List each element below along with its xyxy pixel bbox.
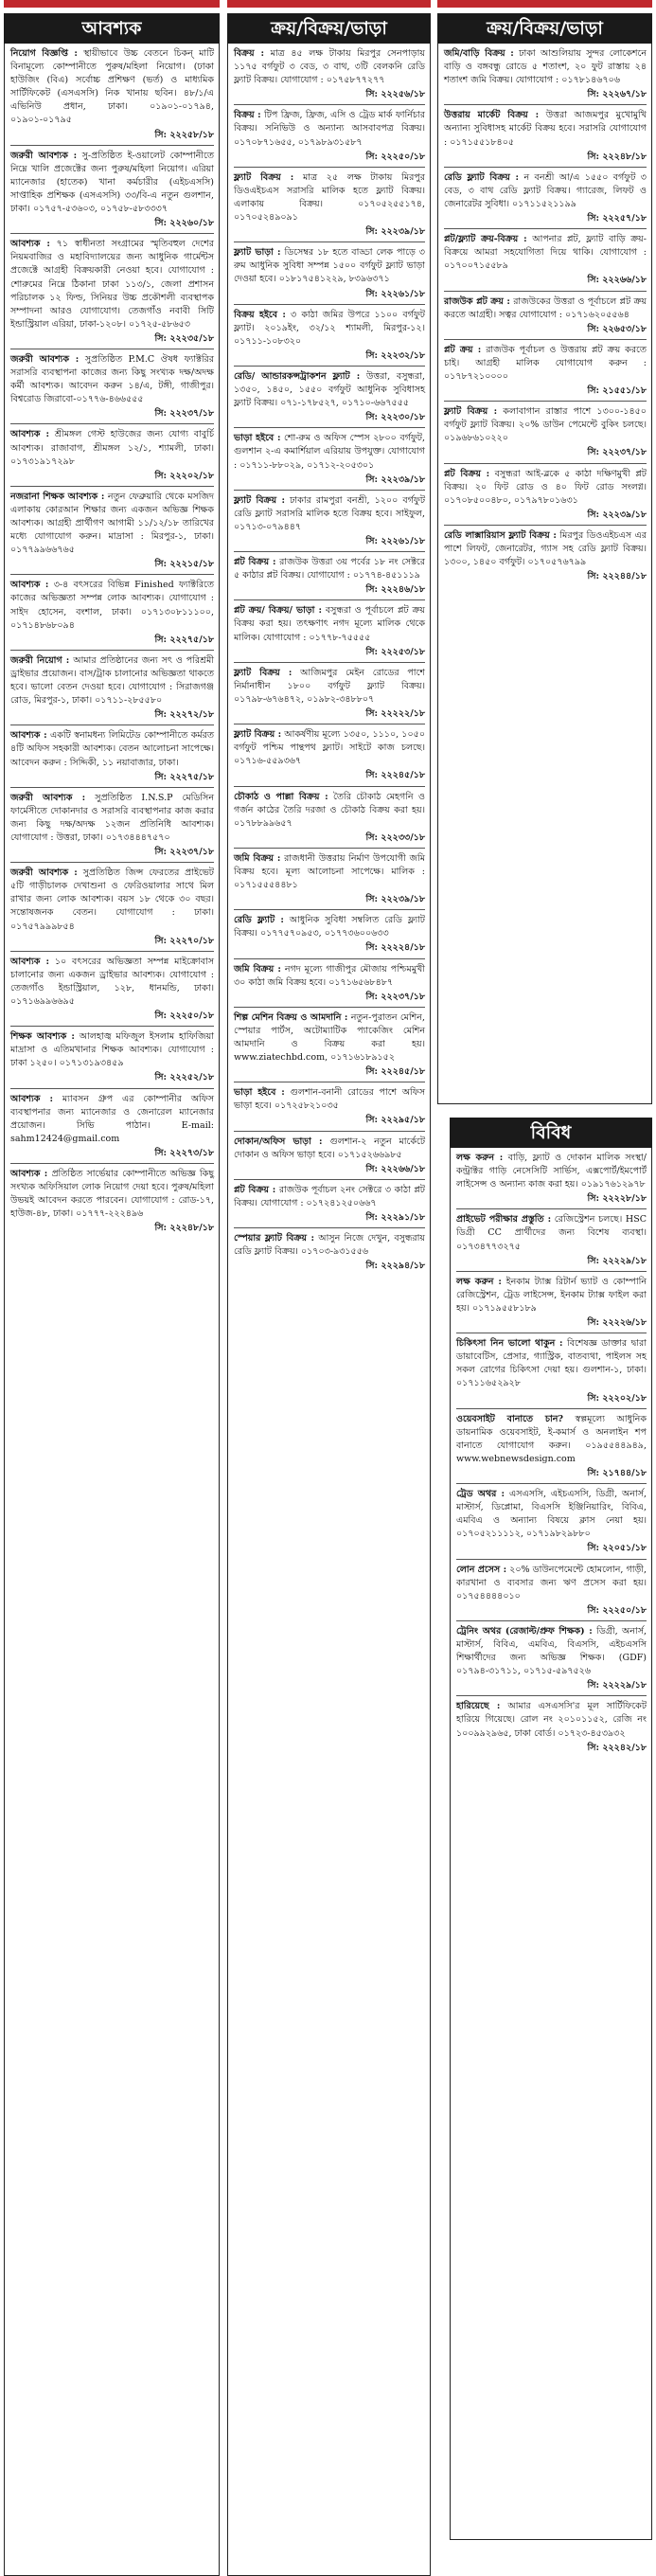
section-header: ক্রয়/বিক্রয়/ভাড়া [227, 13, 431, 44]
classified-ad [234, 47, 425, 101]
ad-body: প্রতিষ্ঠিত সার্ভেয়ার কোম্পানীতে অভিজ্ঞ কিছু সংখ্যক অফিসিয়াল লোক নিয়োগ দেয়া হবে। পুরুষ/মহিলা উভয়ই আবেদন করতে পারবেন। যোগাযোগ : রোড-১৭, হাউজ-৪৮, ঢাকা। ০১৭৭৭-২২২৪৯৬ [10, 1169, 214, 1220]
ad-reference-code: সি: ২২২৬১/১৮ [365, 288, 425, 299]
ad-body: স্থায়ীভাবে উচ্চ বেতনে চিকন্‌ মাটি বিনামূল্যে কোম্পানীতে পুরুষ/মহিলা নিয়োগ। (ঢাকা হাউজিং (বিএ) সর্বোচ্চ প্রশিক্ষণ (ভর্ত) ও মাধ্যমিক সার্টিফিকেট (এসএসসি) নিক খানায় ছবিন। ৪৮/১/এ এভিনিউ প্রধান, ঢাকা। ০১৯০১-০১৭৯৪, ০১৯০১-০১৭৯৫ [10, 48, 214, 126]
ad-reference-code: সি: ২২২২৯/১৮ [587, 1680, 647, 1691]
ad-divider [10, 724, 214, 725]
classified-ad [456, 1152, 647, 1206]
ad-body: আমার এসএসসি'র মূল সার্টিফিকেট হারিয়ে গিয়েছে। রোল নং ২০১০১১৫২, রেজি নং ১০০৯৯২৯৬৫, ঢাকা বোর্ড। ০১৭২৩-৪৫৩৯৩২ [456, 1701, 647, 1739]
ad-heading: জমি বিক্রয় : [234, 963, 281, 975]
ad-reference-code: সি: ২২২২৯/১৮ [587, 1255, 647, 1266]
ad-heading: চিকিৎসা নিন ভালো থাকুন : [456, 1338, 563, 1350]
ad-body: স্বল্পমূল্যে আধুনিক ডায়নামিক ওয়েবসাইট, ই-কমার্স ও অনলাইন শপ বানাতে যোগাযোগ করুন। ০১৯৫৫৪৪৯৪৯, www.webnewsdesign.com [456, 1413, 647, 1464]
ad-heading: আবশ্যক : [10, 580, 49, 591]
classified-ad [234, 728, 425, 782]
classified-ad [10, 353, 214, 420]
ad-reference-code: সি: ২২২৫২/১৮ [154, 1072, 214, 1083]
ad-heading: ফ্ল্যাট বিক্রয় : [234, 171, 294, 183]
ad-heading: ভাড়া হইবে : [234, 1087, 285, 1099]
ad-heading: প্লট/ফ্ল্যাট ক্রয়-বিক্রয় : [444, 234, 527, 245]
ad-heading: আবশ্যক : [10, 730, 47, 742]
ad-heading: রেডি লাক্সারিয়াস ফ্ল্যাট বিক্রয় : [444, 529, 557, 541]
ad-heading: আবশ্যক : [10, 956, 50, 967]
ad-divider [10, 951, 214, 952]
classified-ad [456, 1337, 647, 1404]
ad-reference-code: সি: ২২২৫০/১৮ [154, 1011, 214, 1022]
ad-heading: ভাড়া হইবে : [234, 433, 281, 444]
ad-body: রাজউক পূর্বাচল ও উত্তরায় প্লট ক্রয় করতে চাই। আগ্রহী মালিক যোগাযোগ করুন : ০১৭৮৭২১০০০০ [444, 344, 647, 382]
ad-body: টিপ ফ্রিজ, ফ্রিজ, এসি ও ট্রেড মার্ক ফার্নিচার বিক্রয়। সনিভিউ ও অন্যান্য আসবাবপত্র বিক্রয়। ০১৭০৮৭১৬৫৫, ০১৭৯৮৯৩১৫৮৭ [234, 110, 426, 148]
ad-reference-code: সি: ২২২৩৭/১৮ [587, 447, 647, 458]
ad-divider [444, 291, 647, 292]
ad-reference-code: সি: ২২২৬৬/১৮ [365, 1163, 425, 1174]
ad-body: ঢাকা আশুলিয়ায় সুন্দর লোকেশনে বাড়ি ও বঙ্গবন্ধু রোডে ৫ শতাংশ, ২০ ফুট রাস্তায় ২৪ শতাংশ জমি বিক্রয়। যোগাযোগ : ০১৭৮১৪৬৭০৬ [444, 48, 647, 86]
classified-ad [444, 405, 647, 459]
ad-body: ৩ কাঠা জমির উপরে ১১০০ বর্গফুট ফ্ল্যাট। ২০১৯ইং, ৩২/১২ শ্যামলী, মিরপুর-১২। ০১৭১১-১০৮৩২০ [234, 309, 425, 347]
ad-body: বিশেষজ্ঞ ডাক্তার দ্বারা ডায়াবেটিস, প্রেসার, গ্যাস্ট্রিক, বাতব্যথা, পাইলস সহ সকল রোগের চিকিৎসা দেয়া হয়। গুলশান-১, ঢাকা। ০১৭১১৬৫২৯২৮ [456, 1338, 647, 1389]
ad-body: মিরপুর ডিওএইচএস এর পাশে লিফট, জেনারেটর, গ্যাস সহ রেডি ফ্ল্যাট বিক্রয়। ১৩০০, ১৪৫০ বর্গফুট। ০১৭০৫৭৬৭৯৯ [444, 529, 647, 568]
ad-reference-code: সি: ২২২৫৬/১৮ [365, 89, 425, 100]
ad-heading: বিক্রয় হইবে : [234, 309, 286, 320]
classified-ad [10, 491, 214, 572]
ad-divider [234, 1007, 425, 1008]
ad-body: রাজউক উত্তরা ৩য় পর্বের ১৮ নং সেক্টরে ৫ কাঠার প্লট বিক্রয়। যোগাযোগ : ০১৭৭৪-৪৫১১১৯ [234, 557, 425, 581]
ad-heading: জরুরী আবশ্যক : [10, 792, 86, 803]
column-buy-sell-rent [227, 13, 431, 2576]
ad-body: নগদ মূল্যে গাজীপুর মৌজায় পশ্চিমমুখী ৩০ কাঠা জমি বিক্রয় হবে। ০১৭১৬৫৬৮৪৮৭ [234, 963, 425, 988]
ad-body: শ্রীমঙ্গল গেস্ট হাউজের জন্য যোগ্য বাবুর্চি আবশ্যক। রাজাবাগ, শ্রীমঙ্গল ১২/১, শ্যামলী, ঢাকা। ০১৭৩১৯১৭২৯৮ [10, 429, 214, 467]
ad-heading: হারিয়েছে : [456, 1701, 501, 1712]
ad-heading: প্রাইভেট পরীক্ষার প্রস্তুতি : [456, 1214, 552, 1225]
ads-list [437, 44, 652, 1104]
classified-ad [234, 791, 425, 845]
ad-body: ম্যাবসন গ্রুপ এর কোম্পানীর অফিস ব্যবস্থাপনার জন্য ম্যানেজার ও জেনারেল ম্যানেজার প্রয়োজন। সিভি পাঠান। E-mail: sahm12424@gmail.com [10, 1093, 214, 1144]
ad-body: সুপ্রতিষ্ঠিত P.M.C ঔষধ ফ্যাক্টরির সরাসরি ব্যবস্থাপনা কাজের জন্য কিছু সংখ্যক দক্ষ/অদক্ষ কর্মী আবশ্যক। আবেদন করুন ১৪/এ, টঙ্গী, গাজীপুর। বিশ্বরোড জিরাবো-০১৭৭৬-৪৬৬৫৫৫ [10, 353, 214, 405]
ad-divider [444, 339, 647, 340]
ad-divider [444, 525, 647, 526]
ad-reference-code: সি: ২২২৪৫/১৮ [365, 770, 425, 781]
ad-reference-code: সি: ২২২৪৮/১৮ [154, 1223, 214, 1234]
ad-heading: স্পেয়ার ফ্ল্যাট বিক্রয় : [234, 1233, 315, 1244]
ad-heading: ট্রেড অথর : [456, 1489, 505, 1500]
ad-divider [456, 1695, 647, 1696]
ad-heading: দোকান/অফিস ভাড়া : [234, 1136, 323, 1147]
ad-reference-code: সি: ২২২২৮/১৮ [587, 1193, 647, 1205]
ad-divider [10, 145, 214, 146]
ad-reference-code: সি: ২২২৭০/১৮ [154, 935, 214, 946]
classified-ad [444, 171, 647, 225]
classified-ad [10, 47, 214, 142]
ad-reference-code: সি: ২১৭৪৪/১৮ [587, 1467, 647, 1478]
classified-ad [444, 295, 647, 336]
ad-reference-code: সি: ২২২২২/১৮ [365, 708, 425, 720]
ad-body: সুপ্রতিষ্ঠিত I.N.S.P মেডিসিন ফার্মেসীতে দোকানদার ও সরাসরি ব্যবস্থাপনার কাজ করার জন্য কিছু দক্ষ/অদক্ষ ১২জন প্রতিনিধি আবশ্যক। যোগাযোগ : উত্তরা, ঢাকা। ০১৭৩৪৪৪৭৫৭০ [10, 792, 214, 843]
ad-divider [10, 233, 214, 234]
ad-divider [234, 304, 425, 305]
ad-heading: জমি/বাড়ি বিক্রয় : [444, 48, 514, 59]
ad-reference-code: সি: ২২২৪৬/১৮ [365, 584, 425, 596]
ad-divider [10, 1088, 214, 1089]
classified-ad [234, 852, 425, 906]
classified-ad [444, 344, 647, 398]
ad-heading: প্লট ক্রয়/ বিক্রয়/ ভাড়া : [234, 605, 323, 617]
ad-divider [234, 786, 425, 787]
ad-heading: শিক্ষক আবশ্যক : [10, 1031, 75, 1043]
ad-divider [456, 1208, 647, 1209]
classified-ad [10, 867, 214, 948]
ad-heading: বিক্রয় : [234, 48, 264, 59]
top-accent-bar [227, 0, 431, 8]
ad-body: ৩-৪ বৎসরের বিভিন্ন Finished ফ্যাক্টরিতে কাজের অভিজ্ঞতা সম্পন্ন লোক আবশ্যক। যোগাযোগ : সাইদ হোসেন, বংশাল, ঢাকা। ০১৭১৩০৮১১১০০, ০১৭১৪৮৬৮০৯৪ [10, 580, 214, 631]
ad-heading: প্লট বিক্রয় : [234, 1184, 276, 1195]
classified-ad [234, 309, 425, 363]
ad-reference-code: সি: ২২২৩৯/১৮ [365, 474, 425, 485]
ad-heading: আবশ্যক : [10, 239, 50, 250]
ad-heading: চৌকাঠ ও পাল্লা বিক্রয় : [234, 791, 328, 802]
ad-divider [234, 551, 425, 552]
classified-ad [10, 729, 214, 783]
ad-body: উত্তরা আজমপুর মুখোমুখি অন্যান্য সুবিধাসহ মার্কেট বিক্রয় হবে। সরাসরি যোগাযোগ : ০১৭১৫৫১৮৪০৫ [444, 110, 647, 148]
ad-reference-code: সি: ২২২৪৮/১৮ [587, 151, 647, 162]
classified-ad [456, 1564, 647, 1618]
ad-body: আজিমপুর মেইন রোডের পাশে নির্মানাধীন ১৮০০ বর্গফুট ফ্ল্যাট বিক্রয়। ০১৭৯৮-৬৭৬৪৭২, ০১৯৮২-৩৪৮৮০৭ [234, 667, 426, 705]
ad-divider [444, 228, 647, 229]
ad-heading: শিল্প মেশিন বিক্রয় ও আমদানি : [234, 1011, 348, 1023]
ad-heading: উত্তরায় মার্কেট বিক্রয় : [444, 110, 540, 121]
ad-divider [234, 1179, 425, 1180]
ad-divider [10, 423, 214, 424]
ad-reference-code: সি: ২২২০২/১৮ [587, 1392, 647, 1404]
ad-heading: লক্ষ করুন : [456, 1276, 502, 1287]
ad-reference-code: সি: ২২২৬৭/১৮ [587, 89, 647, 100]
ad-divider [10, 862, 214, 863]
ad-reference-code: সি: ২২২৬০/১৮ [154, 218, 214, 229]
classified-ad [456, 1700, 647, 1754]
ad-divider [456, 1408, 647, 1409]
ad-reference-code: সি: ২২২৩০/১৮ [365, 412, 425, 423]
ad-divider [234, 167, 425, 168]
ad-body: ডিসেম্বর ১৮ হতে বাড্ডা লেক পাড়ে ৩ রুম আধুনিক সুবিধা সম্পন্ন ১৫০০ বর্গফুট ফ্ল্যাট ভাড়া দেওয়া হবে। ০১৮১৭৫৪১২২৯, ৮৩৯৬৩৭১ [234, 247, 425, 285]
ad-heading: নজরানা শিক্ষক আবশ্যক : [10, 491, 105, 502]
classified-ad [456, 1276, 647, 1330]
ad-body: ন বনশ্রী আ/এ ১৫৫০ বর্গফুট ৩ বেড, ৩ বাথ রেডি ফ্ল্যাট বিক্রয়। গ্যারেজ, লিফট ও জেনারেটর সুবিধা। ০১৭১১৫২১১৯৯ [444, 171, 647, 209]
ad-divider [10, 787, 214, 788]
classified-ad [456, 1413, 647, 1480]
ad-divider [10, 650, 214, 651]
ad-body: ৭১ স্বাধীনতা সংগ্রামের স্মৃতিবহুল দেশের নিয়মবাজির ও মহাবিদ্যালয়ের জন্য আধুনিক গার্মেন্টস প্রজেক্টে আগ্রহী বিক্রয়কারী নেওয়া হবে। যোগাযোগ : শোরুমের নিম্নে ঠিকানা ঢাকা ১১৩/১, জেলা প্রশাসন পরিচালক ১২ ফিল্ড, সিনিয়র উচ্চ প্রকৌশলী ব্যবস্থাপক সম্পাদনা আরও যোগাযোগ। তেজগাঁও নবাবী সিটি ইন্ডাস্ট্রিয়াল এরিয়া, ঢাকা-১২০৮। ০১৭২৫-৫৮৬৫৩ [10, 239, 214, 330]
ad-divider [456, 1559, 647, 1560]
ad-body: রাজউক পূর্বাচল ২নং সেক্টরে ৩ কাঠা প্লট বিক্রয়। যোগাযোগ : ০১৭২৪১২৫০৬৬৭ [234, 1184, 425, 1208]
ad-body: শো-রুম ও অফিস স্পেস ২৮০০ বর্গফুট, গুলশান ২-এ কমার্শিয়াল এরিয়ায় উপযুক্ত। যোগাযোগ : ০১৭১১-৮৮০২৯, ০১৭১২-২০৫৩০১ [234, 433, 425, 471]
ad-heading: জরুরী আবশ্যক : [10, 150, 78, 161]
classified-ad [444, 233, 647, 287]
ad-divider [444, 463, 647, 464]
ad-reference-code: সি: ২২২৫৮/১৮ [154, 129, 214, 140]
classified-ad [234, 432, 425, 486]
ad-divider [234, 104, 425, 105]
ad-reference-code: সি: ২২০৫১/১৮ [587, 1543, 647, 1554]
classified-ad [234, 109, 425, 163]
classified-ad [234, 1011, 425, 1079]
classified-ad [234, 604, 425, 658]
ad-body: আলহাজ্ব মফিজুল ইসলাম হাফিজিয়া মাদ্রাসা ও এতিমখানার শিক্ষক আবশ্যক। যোগাযোগ : ঢাকা ১২৫০। ০১৭১৩১৯৩৪৫৯ [10, 1031, 214, 1069]
ad-body: রেজিস্ট্রেশন চলছে। HSC ডিগ্রী CC প্রার্থীদের জন্য বিশেষ ব্যবস্থা। ০১৭৩৪৭৭৩২৭৫ [456, 1214, 647, 1252]
ad-reference-code: সি: ২২২৫৩/১৮ [365, 646, 425, 657]
ad-body: ১০ বৎসরের অভিজ্ঞতা সম্পন্ন মাইক্রোবাস চালানোর জন্য একজন ড্রাইভার আবশ্যক। যোগাযোগ : তেজগাঁও ইন্ডাস্ট্রিয়াল, ১২৮, ধানমন্ডি, ঢাকা। ০১৭১৬৯৯৬৬৯৫ [10, 956, 214, 1007]
ad-reference-code: সি: ২২২১৫/১৮ [154, 559, 214, 570]
ads-list [227, 44, 431, 2576]
ad-reference-code: সি: ২২২৩৭/১৮ [154, 408, 214, 420]
ad-body: আপনার প্লট, ফ্ল্যাট বাড়ি ক্রয়-বিক্রয়ে আমরা সহযোগিতা দিয়ে থাকি। যোগাযোগ : ০১৭০০৭১৫৫৮৯ [444, 234, 647, 272]
ad-body: মাত্র ৪৫ লক্ষ টাকায় মিরপুর সেনপাড়ায় ১১৭৫ বর্গফুট ৩ বেড, ৩ বাথ, ৩টি বেলকনি রেডি ফ্ল্যাট বিক্রয়। যোগাযোগ : ০১৭৫৮৭৭২৭৭ [234, 48, 425, 86]
ad-divider [10, 1163, 214, 1164]
top-accent-bar [437, 0, 652, 8]
ad-reference-code: সি: ২২২৫০/১৮ [587, 1604, 647, 1616]
classified-ad [444, 529, 647, 583]
ad-body: নতুন ফেব্রুয়ারি থেকে মসজিদ এলাকায় কোরআন শিক্ষার জন্য একজন অভিজ্ঞ শিক্ষক আবশ্যক। আগ্রহী প্রার্থীগণ আগামী ১১/১২/১৮ তারিখের মধ্যে যোগাযোগ করুন। মাদ্রাসা : মিরপুর-১, ঢাকা। ০১৭৭৯৯৬৬৭৬৫ [10, 491, 214, 556]
ad-divider [10, 1026, 214, 1027]
ad-body: ডিগ্রী, অনার্স, মাস্টার্স, বিবিএ, এমবিএ, বিএসসি, এইচএসসি শিক্ষার্থীদের জন্য অভিজ্ঞ শিক্ষক। (GDF) ০১৭৯৪-৩১৭১১, ০১৭১৫-৫৯৭৫২৬ [456, 1625, 647, 1677]
ad-divider [10, 574, 214, 575]
ad-heading: প্লট ক্রয় : [444, 344, 482, 355]
ad-body: সু-প্রতিষ্ঠিত ই-ওয়ালেট কোম্পানীতে নিম্নে খালি প্রজেক্টের জন্য পুরুষ/মহিলা নিয়োগ। এরিয়া ম্যানেজার (হাতেক) খানা কর্মচারীর (এইচএসসি) সাপ্তাহিক প্রশিক্ষক (এসএসসি) ৩৩/বি-এ নতুন গুলশান, ঢাকা। ০১৭৫৭-৫৩৬০৩, ০১৭৫৮-৫৮৩৩৩৭ [10, 150, 214, 215]
ad-body: এসএসসি, এইচএসসি, ডিগ্রী, অনার্স, মাস্টার্স, ডিপ্লোমা, বিএসসি ইঞ্জিনিয়ারিং, বিবিএ, এমবিএ ও অন্যান্য বিষয়ে ক্লাস নেয়া হয়। ০১৭০৫২১১১১২, ০১৭১৯৮২৯৮৮০ [456, 1489, 647, 1540]
ad-divider [234, 909, 425, 910]
classified-ad [10, 579, 214, 646]
ad-heading: লক্ষ করুন : [456, 1153, 504, 1163]
ad-body: বাড়ি, ফ্ল্যাট ও দোকান মালিক সংস্থা/ কন্ট্রাক্টর গাড়ি নেসেসিটি সার্ভিস, এক্সপোর্ট/ইমপোর্ট লাইসেন্স ও অন্যান্য কাজ করা হয়। ০১৯১৭৬১২৯৭৮ [456, 1153, 647, 1190]
column-miscellaneous [450, 1118, 652, 2540]
ad-reference-code: সি: ২২২৯১/১৮ [365, 1212, 425, 1224]
ad-reference-code: সি: ২২২৫৭/১৮ [587, 213, 647, 224]
ad-reference-code: সি: ২২২০২/১৮ [154, 470, 214, 481]
classified-ad [10, 956, 214, 1023]
ad-reference-code: সি: ২২২৩৭/১৮ [154, 847, 214, 858]
ad-heading: রেডি ফ্ল্যাট বিক্রয় : [444, 171, 520, 183]
ad-reference-code: সি: ২২২৩৩/১৮ [365, 832, 425, 843]
ad-reference-code: সি: ২২২২৪/১৮ [365, 942, 425, 954]
ad-heading: আবশ্যক : [10, 1169, 48, 1180]
ad-divider [444, 401, 647, 402]
ad-heading: জরুরী নিয়োগ : [10, 654, 70, 666]
top-accent-bar [4, 0, 220, 8]
classified-ad [234, 494, 425, 548]
classified-ad [10, 792, 214, 859]
classified-ad [10, 150, 214, 231]
ad-reference-code: সি: ২২২৩৯/১৮ [365, 226, 425, 238]
ads-list [4, 44, 220, 2576]
ad-body: বসুন্ধরা আই-ব্লকে ৫ কাঠা দক্ষিণমুখী প্লট বিক্রয়। ২০ ফিট রোড ও ৪০ ফিট রোড সংলগ্ন। ০১৭০৮৫০০৪৮০, ০১৭৯৭৮০১৬৩১ [444, 468, 647, 506]
classified-ad [456, 1488, 647, 1555]
ad-body: আকর্ষণীয় মূল্যে ১৩৫০, ১১১০, ১০৫০ বর্গফুট পশ্চিম পান্থপথ ফ্ল্যাট। সাইটে কাজ চলছে। ০১৭১৬-৫৫৯৩৬৭ [234, 729, 425, 767]
classified-ad [234, 667, 425, 721]
ad-heading: লোন প্রসেস : [456, 1564, 507, 1575]
ad-divider [234, 662, 425, 663]
classified-ad [234, 1232, 425, 1273]
ad-heading: বিক্রয় : [234, 110, 261, 121]
ad-reference-code: সি: ২২২৩৯/১৮ [365, 894, 425, 905]
classified-ad [10, 1168, 214, 1235]
ad-body: আধুনিক সুবিধা সম্বলিত রেডি ফ্ল্যাট বিক্রয়। ০১৭৭৫৭০৯৫৩, ০১৭৭৩৬০০৬৩৩ [234, 915, 425, 939]
ad-reference-code: সি: ২২২২৬/১৮ [587, 1317, 647, 1329]
ad-divider [234, 848, 425, 849]
ad-reference-code: সি: ২২২৪৫/১৮ [365, 1066, 425, 1078]
ad-heading: ফ্ল্যাট বিক্রয় : [444, 406, 498, 418]
ad-divider [234, 366, 425, 367]
classified-ad [456, 1625, 647, 1692]
ad-divider [234, 599, 425, 600]
ad-heading: নিয়োগ বিজ্ঞপ্তি : [10, 48, 78, 59]
ad-body: উত্তরা, বসুন্ধরা, ১৩৫০, ১৪৫০, ১৫৫০ বর্গফুট আধুনিক সুবিধাসহ ফ্ল্যাট বিক্রয়। ০৭১-১৭৮৫২৭, ০১৭১০-৬৬৭৫৫৫ [234, 370, 425, 409]
classified-ad [10, 238, 214, 346]
ad-body: ২০% ডাউনপেমেন্টে হোমলোন, গাড়ী, কারখানা ও ব্যবসার জন্য ঋণ প্রসেস করা হয়। ০১৭৫৪৪৪৪০১০ [456, 1564, 647, 1601]
ad-heading: ফ্ল্যাট ভাড়া : [234, 247, 281, 259]
ad-body: গুলশান-বনানী রোডের পাশে অফিস ভাড়া হবে। ০১৭২৫৮২১০৩৫ [234, 1087, 425, 1112]
ad-reference-code: সি: ২২২৭৩/১৮ [154, 1147, 214, 1158]
ad-reference-code: সি: ২২২৩৯/১৮ [587, 509, 647, 520]
ad-body: মাত্র ২৫ লক্ষ টাকায় মিরপুর ডিওএইচএস সরাসরি মালিক হতে ফ্ল্যাট বিক্রয়। এলাকায় বিক্রয়। ০১৭০৫২৫৫১৭৪, ০১৭০৫২৪৯০৯১ [234, 171, 425, 224]
ad-heading: রেডি/ আন্ডারকন্সট্রাকশন ফ্ল্যাট : [234, 370, 361, 382]
classified-ad [234, 1136, 425, 1176]
ad-reference-code: সি: ২২২৭৫/১৮ [154, 634, 214, 645]
section-header: বিবিধ [450, 1118, 652, 1148]
classified-ad [444, 468, 647, 522]
ad-body: কলাবাগান রাস্তার পাশে ১৩০০-১৪৫০ বর্গফুট ফ্ল্যাট বিক্রয়। ২০% ডাউন পেমেন্টে বুকিং চলছে। ০১৯৬৮৬১০২২০ [444, 406, 647, 444]
classified-ad [234, 1086, 425, 1127]
classified-ad [234, 171, 425, 239]
ad-reference-code: সি: ২২২৯৪/১৮ [365, 1261, 425, 1272]
classified-ad [444, 47, 647, 101]
ad-body: সুপ্রতিষ্ঠিত জিন্স ফেরতের প্রাইভেট ৫টি গাড়ীচালক দেখাশুনা ও ফেরিওয়ালার সাথে মিল রাখার জন্য লোক আবশ্যক। বয়স ১৮ থেকে ৩০ বছর। সন্তোষজনক বেতন। যোগাযোগ : ঢাকা। ০১৭৫৭৯৯৯৮৫৪ [10, 868, 214, 932]
ad-heading: ওয়েবসাইট বানাতে চান? [456, 1413, 563, 1424]
ad-reference-code: সি: ২২২৫০/১৮ [365, 151, 425, 162]
ad-reference-code: সি: ২২২৬১/১৮ [365, 536, 425, 546]
ad-reference-code: সি: ২২২৪৪/১৮ [587, 571, 647, 582]
ad-reference-code: সি: ২২৬৫৩/১৮ [587, 323, 647, 334]
ad-divider [444, 104, 647, 105]
classified-ad [10, 1093, 214, 1160]
classified-ad [234, 1184, 425, 1225]
classified-ad [10, 1030, 214, 1084]
ad-divider [234, 490, 425, 491]
ad-body: বসুন্ধরা ও পূর্বাচলে প্লট ক্রয় বিক্রয় করা হয়। তৎক্ষণাৎ নগদ মূল্যে মালিক থেকে মালিক। যোগাযোগ : ০১৭৭৮-৭৫৫৫৫ [234, 605, 425, 643]
classified-ad [444, 109, 647, 163]
classified-ad [234, 556, 425, 597]
classified-ad [234, 370, 425, 424]
ad-divider [234, 958, 425, 959]
classified-ad [456, 1213, 647, 1267]
ad-reference-code: সি: ২২২৭২/১৮ [154, 709, 214, 721]
ad-body: ইনকাম ট্যাক্স রিটার্ন ভ্যাট ও কোম্পানি রেজিস্ট্রেশন, ট্রেড লাইসেন্স, ইনকাম ট্যাক্স ফাইল করা হয়। ০১৭১৯৫৫৮১৮৯ [456, 1276, 647, 1314]
ads-list [450, 1148, 652, 2540]
ad-divider [456, 1620, 647, 1621]
ad-divider [456, 1271, 647, 1272]
ad-divider [456, 1483, 647, 1484]
ad-body: তৈরি চৌকাঠ মেহগনি ও গর্জন কাঠের তৈরি দরজা ও চৌকাঠ বিক্রয় করা হয়। ০১৭৮৮৯৯৬৫৭ [234, 791, 425, 829]
ad-body: ঢাকার রামপুরা বনশ্রী, ১২০০ বর্গফুট রেডি ফ্ল্যাট সরাসরি মালিক হতে বিক্রয় হবে। সাইফুল, ০১৭১৩-০৭৯৪৪৭ [234, 494, 425, 532]
ad-heading: রাজউক প্লট ক্রয় : [444, 295, 510, 307]
ad-body: একটি স্বনামধন্য লিমিটেড কোম্পানীতে কর্মরত ৪টি অফিস সহকারী আবশ্যক। বেতন আলোচনা সাপেক্ষে। আবেদন করুন : সিদ্দিকী, ১১ নয়াবাজার, ঢাকা। [10, 730, 214, 768]
ad-body: রাজধানী উত্তরায় নির্মাণ উপযোগী জমি বিক্রয় হবে। মূল্য আলোচনা সাপেক্ষে। মালিক : ০১৭১৫৫৫৪৪৮১ [234, 852, 425, 891]
ad-divider [234, 1227, 425, 1228]
ad-heading: আবশ্যক : [10, 1093, 54, 1104]
ad-heading: জরুরী আবশ্যক : [10, 353, 80, 365]
ad-heading: জরুরী আবশ্যক : [10, 868, 78, 879]
ad-heading: প্লট বিক্রয় : [444, 468, 490, 479]
ad-heading: ট্রেনিং অথর (রেজাল্ট/প্রুফ শিক্ষক) : [456, 1625, 593, 1637]
ad-reference-code: সি: ২২২৪২/১৮ [587, 1742, 647, 1753]
classified-ad [234, 963, 425, 1004]
ad-divider [234, 1131, 425, 1132]
ad-heading: ফ্ল্যাট বিক্রয় : [234, 667, 293, 678]
ad-reference-code: সি: ২২২৩৭/১৮ [365, 991, 425, 1002]
classified-ad [234, 914, 425, 955]
classified-ad [10, 654, 214, 722]
ad-heading: ফ্ল্যাট বিক্রয় : [234, 494, 285, 506]
section-header: আবশ্যক [4, 13, 220, 44]
classified-ad [234, 246, 425, 300]
ad-reference-code: সি: ২২২৬৬/১৮ [587, 275, 647, 286]
ad-heading: রেডি ফ্ল্যাট : [234, 915, 284, 926]
ad-reference-code: সি: ২১৫৫১/১৮ [587, 385, 647, 397]
classified-ad [10, 428, 214, 482]
ad-reference-code: সি: ২২২৩৫/১৮ [154, 332, 214, 344]
ad-body: গুলশান-২ নতুন মার্কেটে দোকান ও অফিস ভাড়া হবে। ০১৭১৫২৬৬৯৮৫ [234, 1136, 425, 1160]
ad-divider [234, 427, 425, 428]
ad-heading: আবশ্যক : [10, 429, 49, 440]
ad-heading: প্লট বিক্রয় : [234, 557, 276, 568]
ad-heading: ফ্ল্যাট বিক্রয় : [234, 729, 282, 741]
ad-reference-code: সি: ২২২৩২/১৮ [365, 349, 425, 361]
ad-body: আমার প্রতিষ্ঠানের জন্য সৎ ও পরিশ্রমী ড্রাইভার প্রয়োজন। বাস/ট্রাক চালানোর অভিজ্ঞতা থাকতে হবে। ভালো বেতন দেওয়া হবে। যোগাযোগ : সিরাজগঞ্জ রোড, মিরপুর-১, ঢাকা। ০১৭১১-২৮৫৫৮০ [10, 654, 215, 707]
ad-divider [10, 486, 214, 487]
column-wanted [4, 13, 220, 2576]
ad-body: রাজউকের উত্তরা ও পূর্বাচলে প্লট ক্রয় করতে আগ্রহী। সত্বর যোগাযোগ : ০১৭১৬২০৫৫৬৪ [444, 295, 647, 320]
section-header: ক্রয়/বিক্রয়/ভাড়া [437, 13, 652, 44]
column-buy-sell-rent-continued [437, 13, 652, 1104]
ad-body: আসুন নিজে দেখুন, বসুন্ধরায় রেডি ফ্ল্যাট বিক্রয়। ০১৭০৩-৯৩১৫৫৬ [234, 1233, 425, 1258]
ad-reference-code: সি: ২২২৭৫/১৮ [154, 771, 214, 782]
ad-heading: জমি বিক্রয় : [234, 852, 281, 864]
ad-body: নতুন-পুরাতন মেশিন, স্পেয়ার পার্টস, অটোম্যাটিক প্যাকেজিং মেশিন আমদানি ও বিক্রয় করা হয়। www.ziatechbd.com, ০১৭১৬১৮৯১৫২ [234, 1011, 425, 1064]
ad-divider [444, 167, 647, 168]
ad-reference-code: সি: ২২২৯৫/১৮ [365, 1115, 425, 1126]
